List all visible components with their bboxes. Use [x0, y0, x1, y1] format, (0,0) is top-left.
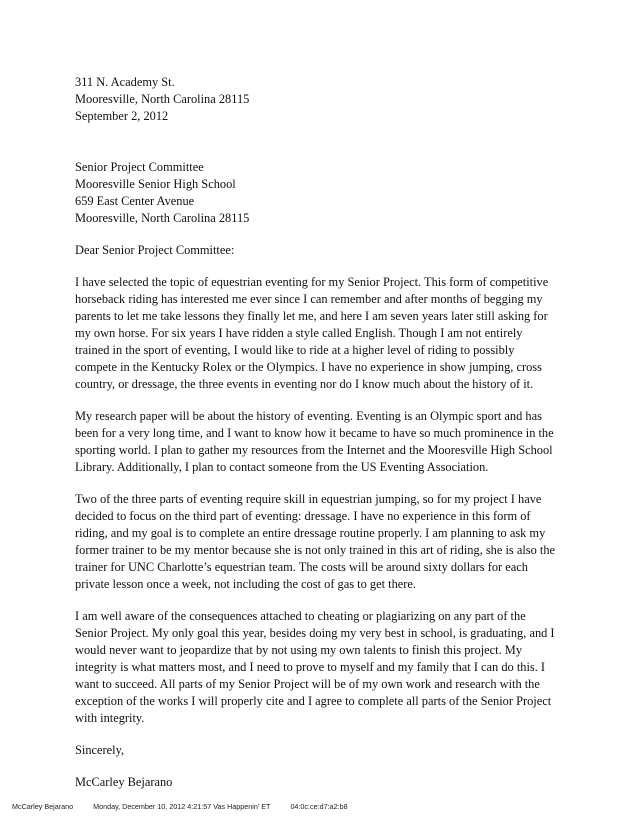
- letter-body: [75, 74, 575, 791]
- sender-address: [75, 74, 575, 125]
- recipient-address: [75, 159, 575, 227]
- paragraph-line: My research paper will be about the history of eventing. Eventing is an Olympic sport and has: [75, 409, 542, 423]
- paragraph-4: [75, 608, 575, 727]
- paragraph-line: my own horse. For six years I have ridden a style called English. Though I am not entirely: [75, 326, 523, 340]
- letter-date: September 2, 2012: [75, 109, 169, 123]
- footer-author: McCarley Bejarano: [12, 802, 74, 811]
- recipient-school: Mooresville Senior High School: [75, 177, 236, 191]
- paragraph-line: integrity is what matters most, and I need to prove to myself and my family that I can do this. I: [75, 660, 546, 674]
- footer-timestamp: Monday, December 10, 2012 4:21:57 Vas Happenin' ET: [93, 802, 271, 811]
- paragraph-line: country, or dressage, the three events in eventing nor do I know much about the history of it.: [75, 377, 534, 391]
- recipient-city-state-zip: Mooresville, North Carolina 28115: [75, 211, 250, 225]
- paragraph-line: trainer for UNC Charlotte’s equestrian team. The costs will be around sixty dollars for each: [75, 560, 528, 574]
- paragraph-line: parents to let me take lessons they finally let me, and here I am seven years later still asking for: [75, 309, 548, 323]
- print-footer: [12, 802, 366, 811]
- paragraph-line: trained in the sport of eventing, I would like to ride at a higher level of riding to possibly: [75, 343, 515, 357]
- paragraph-line: Library. Additionally, I plan to contact someone from the US Eventing Association.: [75, 460, 489, 474]
- paragraph-line: sporting world. I plan to gather my resources from the Internet and the Mooresville High School: [75, 443, 553, 457]
- paragraph-2: [75, 408, 575, 476]
- paragraph-line: former trainer to be my mentor because she is not only trained in this art of riding, she is also the: [75, 543, 556, 557]
- recipient-name: Senior Project Committee: [75, 160, 204, 174]
- signature-name: McCarley Bejarano: [75, 775, 173, 789]
- recipient-street: 659 East Center Avenue: [75, 194, 195, 208]
- closing: Sincerely,: [75, 743, 125, 757]
- sender-street: 311 N. Academy St.: [75, 75, 175, 89]
- paragraph-line: horseback riding has interested me ever since I can remember and after months of begging my: [75, 292, 543, 306]
- sender-city-state-zip: Mooresville, North Carolina 28115: [75, 92, 250, 106]
- paragraph-line: riding, and my goal is to complete an entire dressage routine properly. I am planning to ask my: [75, 526, 546, 540]
- paragraph-line: Two of the three parts of eventing require skill in equestrian jumping, so for my project I have: [75, 492, 542, 506]
- paragraph-line: been for a very long time, and I want to know how it became to have so much prominence in the: [75, 426, 554, 440]
- paragraph-line: exception of the works I will properly cite and I agree to complete all parts of the Senior Project: [75, 694, 552, 708]
- paragraph-line: want to succeed. All parts of my Senior Project will be of my own work and research with the: [75, 677, 540, 691]
- paragraph-line: I have selected the topic of equestrian eventing for my Senior Project. This form of competitive: [75, 275, 549, 289]
- paragraph-3: [75, 491, 575, 593]
- paragraph-line: Senior Project. My only goal this year, besides doing my very best in school, is graduating, and I: [75, 626, 555, 640]
- paragraph-line: compete in the Kentucky Rolex or the Olympics. I have no experience in show jumping, cross: [75, 360, 542, 374]
- paragraph-line: would never want to jeopardize that by not using my own talents to finish this project. My: [75, 643, 523, 657]
- paragraph-line: I am well aware of the consequences attached to cheating or plagiarizing on any part of the: [75, 609, 526, 623]
- footer-id: 04:0c:ce:d7:a2:b8: [290, 802, 348, 811]
- salutation: Dear Senior Project Committee:: [75, 243, 235, 257]
- paragraph-line: decided to focus on the third part of eventing: dressage. I have no experience in this form of: [75, 509, 531, 523]
- paragraph-line: with integrity.: [75, 711, 145, 725]
- paragraph-line: private lesson once a week, not including the cost of gas to get there.: [75, 577, 416, 591]
- paragraph-1: [75, 274, 575, 393]
